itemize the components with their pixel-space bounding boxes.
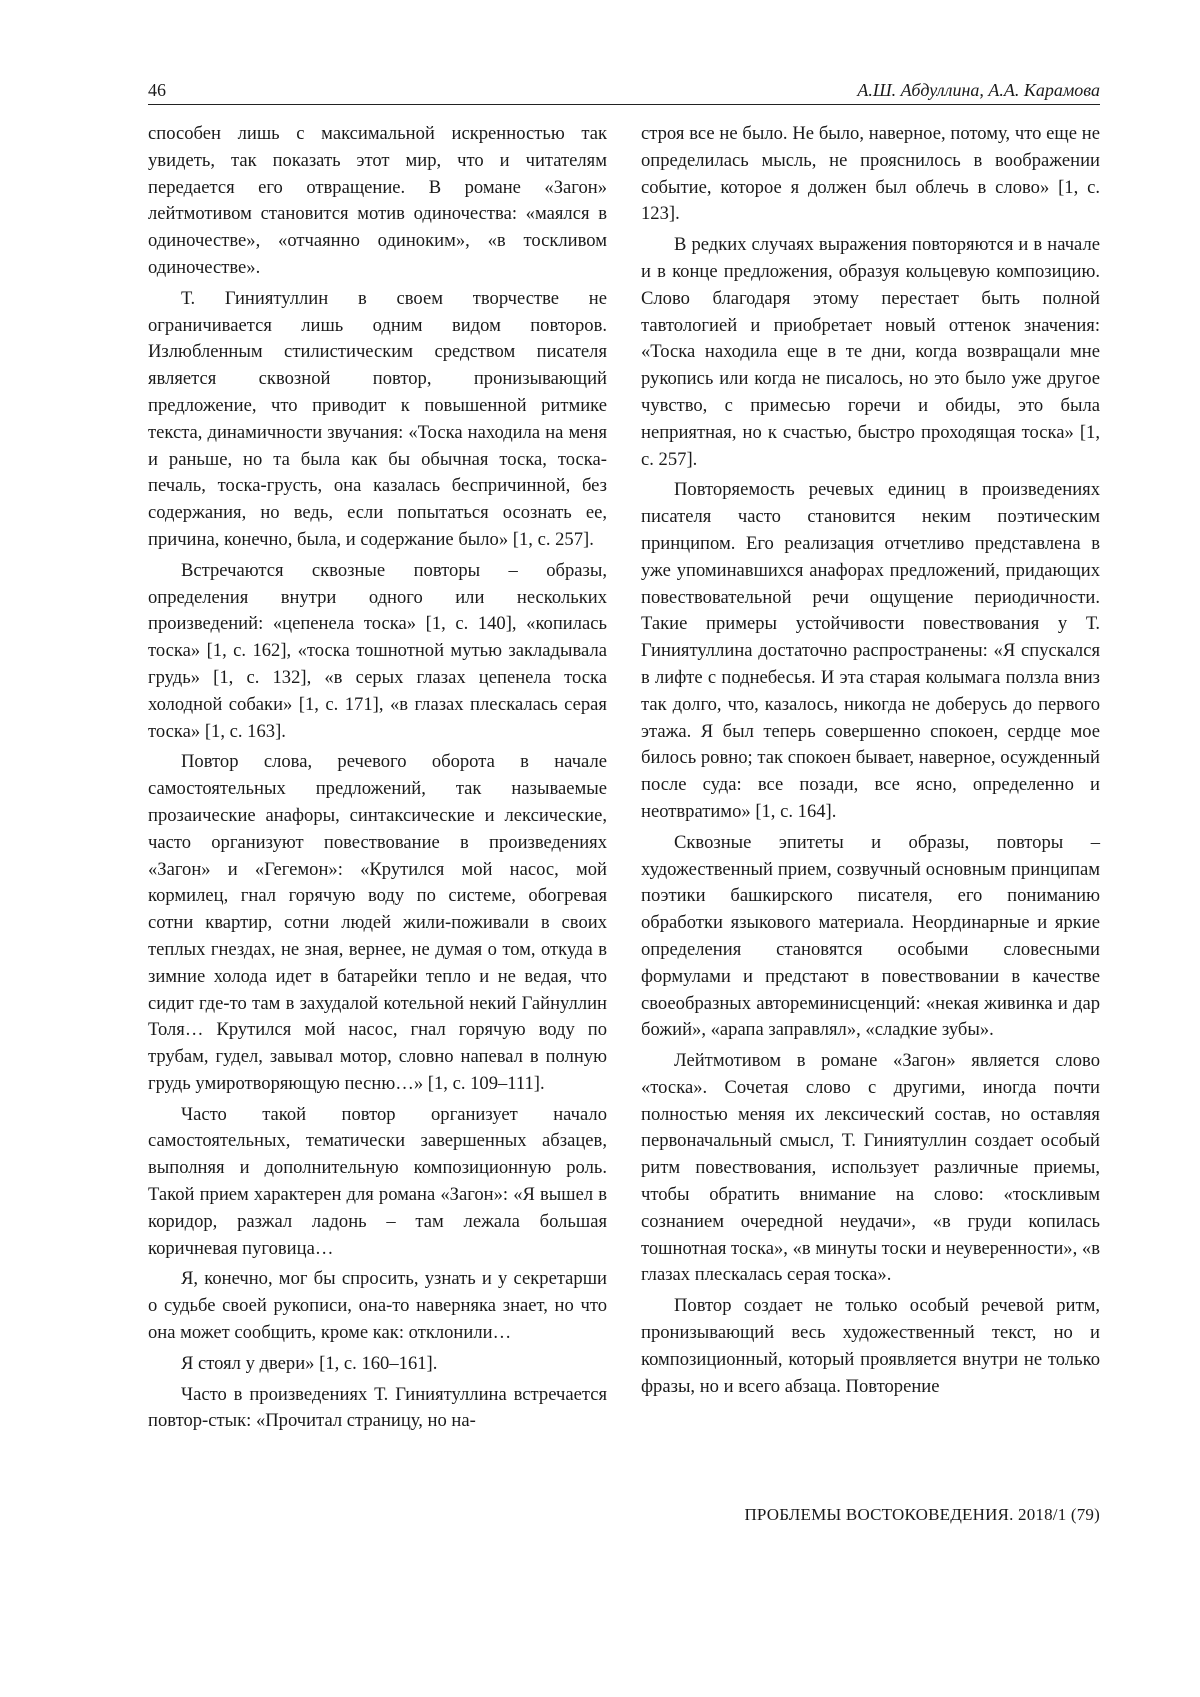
paragraph: В редких случаях выражения повторяются и в начале и в конце предложения, образуя кольцевую композицию. Слово благодаря этому перестает быть полной тавтологией и приобретает новый оттенок значения: «Тоска находила еще в те дни, когда возвращали мне рукопись или когда не писалось, но это было уже другое чувство, с примесью горечи и обиды, это была неприятная, но к счастью, быстро проходящая тоска» [1, с. 257]. (641, 234, 1100, 470)
paragraph: Я, конечно, мог бы спросить, узнать и у секретарши о судьбе своей рукописи, она-то наверняка знает, но что она может сообщить, кроме как: отклонили… (148, 1268, 607, 1344)
paragraph: Встречаются сквозные повторы – образы, определения внутри одного или нескольких произведений: «цепенела тоска» [1, с. 140], «копилась тоска» [1, с. 162], «тоска тошнотной мутью закладывала грудь» [1, с. 132], «в серых глазах цепенела тоска холодной собаки» [1, с. 171], «в глазах плескалась серая тоска» [1, с. 163]. (148, 559, 607, 742)
left-column (148, 121, 607, 1476)
paragraph: Часто такой повтор организует начало самостоятельных, тематически завершенных абзацев, выполняя и дополнительную композиционную роль. Такой прием характерен для романа «Загон»: «Я вышел в коридор, разжал ладонь – там лежала большая коричневая пуговица… (148, 1103, 607, 1259)
paragraph: Лейтмотивом в романе «Загон» является слово «тоска». Сочетая слово с другими, иногда почти полностью меняя их лексический состав, но оставляя первоначальный смысл, Т. Гиниятуллин создает особый ритм повествования, использует различные приемы, чтобы обратить внимание на слово: «тоскливым сознанием очередной неудачи», «в груди копилась тошнотная тоска», «в минуты тоски и неуверенности», «в глазах плескалась серая тоска». (641, 1050, 1100, 1286)
paragraph: Повторяемость речевых единиц в произведениях писателя часто становится неким поэтическим принципом. Его реализация отчетливо представлена в уже упоминавшихся анафорах предложений, придающих повествовательной речи ощущение периодичности. Такие примеры устойчивости повествования у Т. Гиниятуллина достаточно распространены: «Я спускался в лифте с поднебесья. И эта старая колымага ползла вниз так долго, что, казалось, никогда не доберусь до первого этажа. Я был теперь совершенно спокоен, сердце мое билось ровно; так спокоен бывает, наверное, осужденный после суда: все позади, все ясно, определенно и неотвратимо» [1, с. 164]. (641, 479, 1100, 822)
paragraph: Сквозные эпитеты и образы, повторы – художественный прием, созвучный основным принципам поэтики башкирского писателя, его пониманию обработки языкового материала. Неординарные и яркие определения становятся особыми словесными формулами и предстают в повествовании в качестве своеобразных автореминисценций: «некая живинка и дар божий», «арапа заправлял», «сладкие зубы». (641, 831, 1100, 1041)
paragraph-continuation: строя все не было. Не было, наверное, потому, что еще не определилась мысль, не прояснилось в воображении событие, которое я должен был облечь в слово» [1, с. 123]. (641, 123, 1100, 225)
paragraph: Часто в произведениях Т. Гиниятуллина встречается повтор-стык: «Прочитал страницу, но на- (148, 1383, 607, 1432)
paragraph: способен лишь с максимальной искренностью так увидеть, так показать этот мир, что и читателям передается его отвращение. В романе «Загон» лейтмотивом становится мотив одиночества: «маялся в одиночестве», «отчаянно одиноким», «в тоскливом одиночестве». (148, 123, 607, 278)
paragraph: Т. Гиниятуллин в своем творчестве не ограничивается лишь одним видом повторов. Излюбленным стилистическим средством писателя является сквозной повтор, пронизывающий предложение, что приводит к повышенной ритмике текста, динамичности звучания: «Тоска находила на меня и раньше, но та была как бы обычная тоска, тоска-печаль, тоска-грусть, она казалась беспричинной, без содержания, но ведь, если попытаться осознать ее, причина, конечно, была, и содержание было» [1, с. 257]. (148, 287, 607, 550)
running-header (148, 78, 1100, 105)
running-authors: А.Ш. Абдуллина, А.А. Карамова (857, 80, 1100, 100)
journal-footer: ПРОБЛЕМЫ ВОСТОКОВЕДЕНИЯ. 2018/1 (79) (744, 1505, 1100, 1524)
right-column (641, 121, 1100, 1476)
paragraph: Повтор слова, речевого оборота в начале самостоятельных предложений, так называемые прозаические анафоры, синтаксические и лексические, часто организуют повествование в произведениях «Загон» и «Гегемон»: «Крутился мой насос, мой кормилец, гнал горячую воду по системе, обогревая сотни квартир, сотни людей жили-поживали в своих теплых гнездах, не зная, вернее, не думая о том, откуда в зимние холода идет в батарейки тепло и не ведая, что сидит где-то там в захудалой котельной некий Гайнуллин Толя… Крутился мой насос, гнал горячую воду по трубам, гудел, завывал мотор, словно напевал в полную грудь умиротворяющую песню…» [1, с. 109–111]. (148, 751, 607, 1094)
paragraph: Повтор создает не только особый речевой ритм, пронизывающий весь художественный текст, но и композиционный, который проявляется внутри не только фразы, но и всего абзаца. Повторение (641, 1295, 1100, 1397)
page-number: 46 (148, 80, 166, 100)
paragraph: Я стоял у двери» [1, с. 160–161]. (181, 1352, 438, 1374)
